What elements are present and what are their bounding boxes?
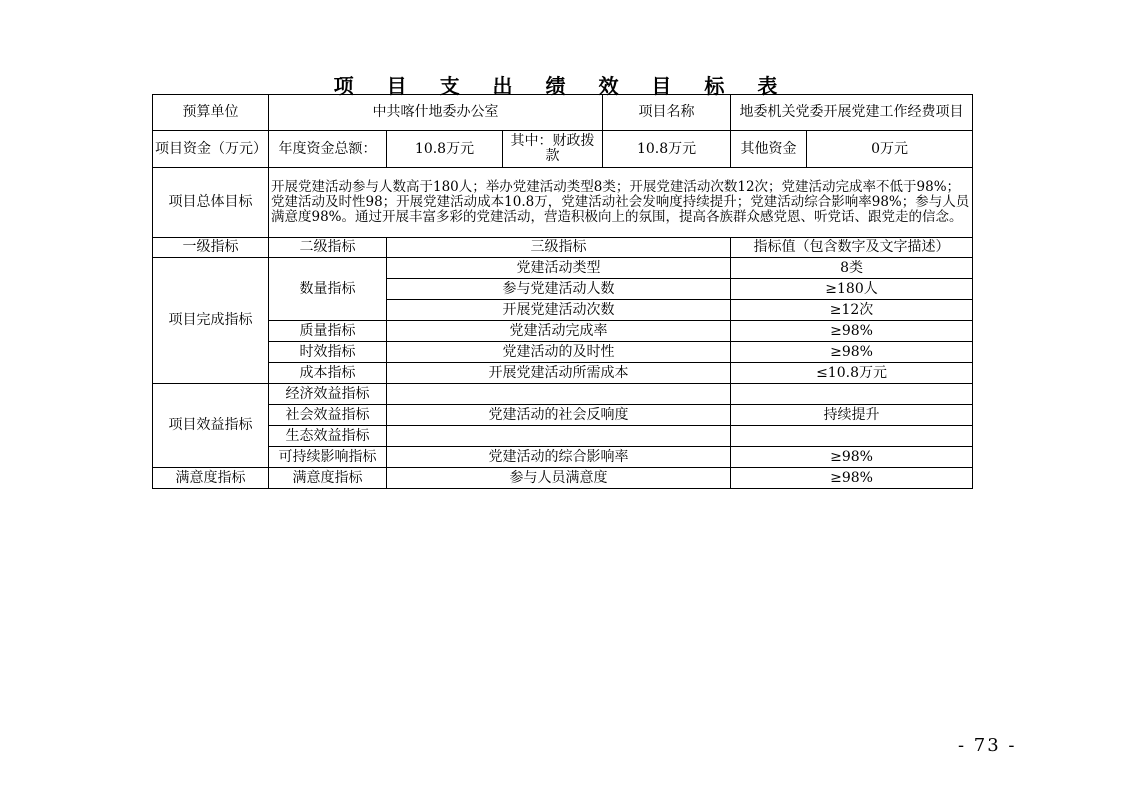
sustain-indicator-label: 可持续影响指标 (269, 447, 387, 468)
table-row (153, 426, 973, 447)
indicator-name: 参与党建活动人数 (387, 279, 731, 300)
performance-target-table (152, 94, 973, 489)
table-row (153, 342, 973, 363)
indicator-name (387, 384, 731, 405)
indicator-name: 党建活动的综合影响率 (387, 447, 731, 468)
header-level1: 一级指标 (153, 238, 269, 258)
fiscal-value: 10.8万元 (603, 131, 731, 168)
satisfaction-indicator-label: 满意度指标 (153, 468, 269, 489)
funds-row (153, 131, 973, 168)
quality-indicator-label: 质量指标 (269, 321, 387, 342)
economic-indicator-label: 经济效益指标 (269, 384, 387, 405)
overall-goal-row (153, 168, 973, 238)
indicator-value: ≥180人 (731, 279, 973, 300)
table-row (153, 363, 973, 384)
indicator-value: ≥12次 (731, 300, 973, 321)
indicator-value: ≥98% (731, 342, 973, 363)
cost-indicator-label: 成本指标 (269, 363, 387, 384)
other-funds-label: 其他资金 (731, 131, 807, 168)
social-indicator-label: 社会效益指标 (269, 405, 387, 426)
table-row (153, 258, 973, 279)
indicator-value: ≥98% (731, 447, 973, 468)
table-row (153, 405, 973, 426)
benefit-indicator-label: 项目效益指标 (153, 384, 269, 468)
project-name-value: 地委机关党委开展党建工作经费项目 (731, 95, 973, 131)
quantity-indicator-label: 数量指标 (269, 258, 387, 321)
eco-indicator-label: 生态效益指标 (269, 426, 387, 447)
overall-goal-text: 开展党建活动参与人数高于180人；举办党建活动类型8类；开展党建活动次数12次；党建活动完成率不低于98%；党建活动及时性98；开展党建活动成本10.8万，党建活动社会发响度持续提升；党建活动综合影响率98%；参与人员满意度98%。通过开展丰富多彩的党建活动，营造积极向上的氛围，提高各族群众感党恩、听党话、跟党走的信念。 (269, 168, 973, 238)
indicator-value: ≥98% (731, 468, 973, 489)
annual-total-label: 年度资金总额： (269, 131, 387, 168)
budget-unit-row (153, 95, 973, 131)
project-name-label: 项目名称 (603, 95, 731, 131)
indicator-value: ≤10.8万元 (731, 363, 973, 384)
indicator-value: 持续提升 (731, 405, 973, 426)
indicator-name: 开展党建活动次数 (387, 300, 731, 321)
indicator-name: 党建活动的及时性 (387, 342, 731, 363)
satisfaction-sub-label: 满意度指标 (269, 468, 387, 489)
table-row (153, 468, 973, 489)
header-level2: 二级指标 (269, 238, 387, 258)
overall-goal-label: 项目总体目标 (153, 168, 269, 238)
indicator-name: 党建活动的社会反响度 (387, 405, 731, 426)
header-value: 指标值（包含数字及文字描述） (731, 238, 973, 258)
indicator-value: ≥98% (731, 321, 973, 342)
header-row (153, 238, 973, 258)
time-indicator-label: 时效指标 (269, 342, 387, 363)
header-level3: 三级指标 (387, 238, 731, 258)
indicator-value (731, 426, 973, 447)
indicator-value (731, 384, 973, 405)
annual-total-value: 10.8万元 (387, 131, 503, 168)
budget-unit-label: 预算单位 (153, 95, 269, 131)
fiscal-label: 其中：财政拨款 (503, 131, 603, 168)
table-title: 项 目 支 出 绩 效 目 标 表 (333, 74, 791, 98)
funds-label: 项目资金（万元） (153, 131, 269, 168)
indicator-name: 党建活动类型 (387, 258, 731, 279)
other-funds-value: 0万元 (807, 131, 973, 168)
indicator-name: 党建活动完成率 (387, 321, 731, 342)
table-row (153, 321, 973, 342)
indicator-name: 开展党建活动所需成本 (387, 363, 731, 384)
indicator-value: 8类 (731, 258, 973, 279)
indicator-name: 参与人员满意度 (387, 468, 731, 489)
table-row (153, 447, 973, 468)
table-row (153, 384, 973, 405)
budget-unit-value: 中共喀什地委办公室 (269, 95, 603, 131)
completion-indicator-label: 项目完成指标 (153, 258, 269, 384)
indicator-name (387, 426, 731, 447)
page-number: - 73 - (958, 735, 1017, 756)
